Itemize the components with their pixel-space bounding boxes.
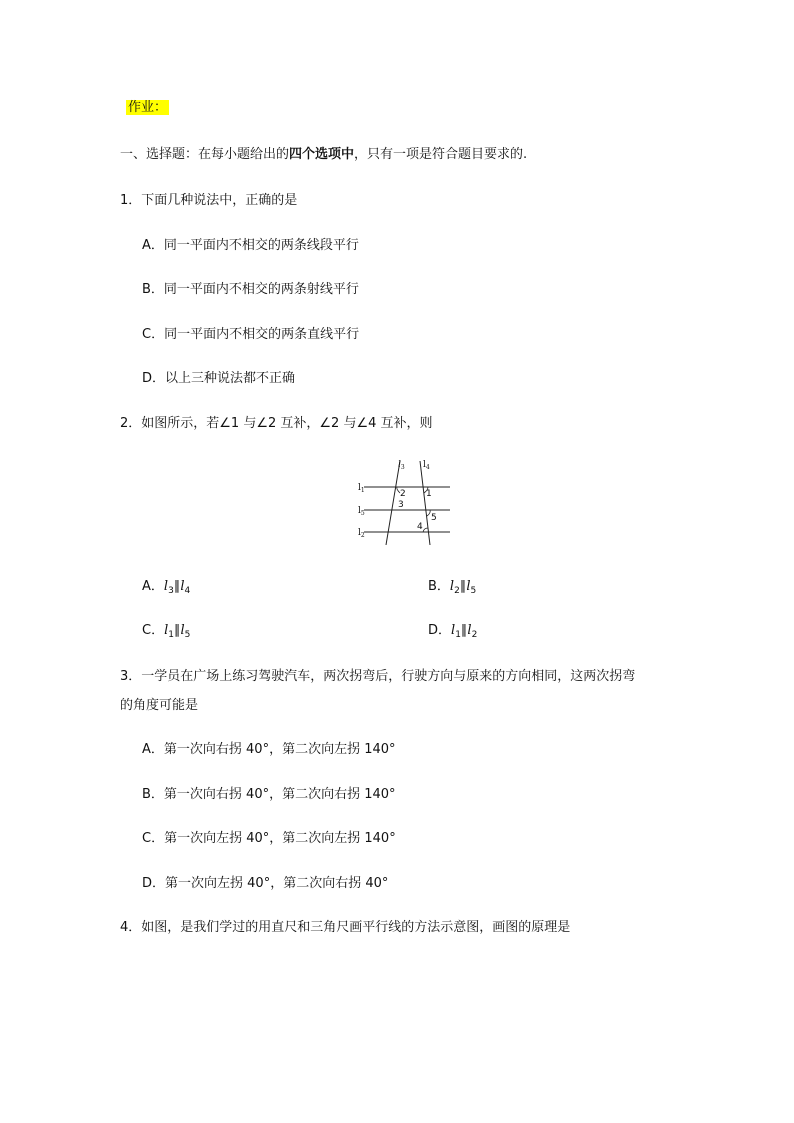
angle-label-5: 5: [431, 513, 437, 523]
angle-label-3: 3: [398, 500, 404, 510]
question-2-option-d: D．$l_1\parallel l_2$: [428, 623, 478, 640]
question-3-option-a: A．第一次向右拐 40°，第二次向左拐 140°: [142, 742, 396, 757]
label-l2: $l_2$: [358, 528, 365, 539]
label-l1: $l_1$: [358, 483, 365, 494]
homework-label: 作业：: [128, 100, 168, 115]
question-3-option-b: B．第一次向右拐 40°，第二次向右拐 140°: [142, 787, 396, 802]
label-l4: $l_4$: [423, 460, 430, 471]
angle-label-1: 1: [426, 489, 432, 499]
question-1-option-b: B．同一平面内不相交的两条射线平行: [142, 282, 359, 297]
question-1-stem: 1．下面几种说法中，正确的是: [120, 193, 298, 208]
angle-label-4: 4: [417, 522, 423, 532]
question-3-option-c: C．第一次向左拐 40°，第二次向左拐 140°: [142, 831, 396, 846]
label-l3: $l_3$: [398, 460, 405, 471]
question-3-option-d: D．第一次向左拐 40°，第二次向右拐 40°: [142, 876, 389, 891]
angle-label-2: 2: [400, 489, 406, 499]
label-l5: $l_5$: [358, 506, 365, 517]
question-1-option-c: C．同一平面内不相交的两条直线平行: [142, 327, 360, 342]
parallel-lines-figure: [354, 455, 458, 545]
question-1-option-d: D．以上三种说法都不正确: [142, 371, 296, 386]
angle-arc-5: [427, 510, 430, 516]
question-2-option-b: B．$l_2\parallel l_5$: [428, 579, 477, 596]
question-2-option-a: A．$l_3\parallel l_4$: [142, 579, 191, 596]
section-header: 一、选择题：在每小题给出的四个选项中，只有一项是符合题目要求的.: [120, 147, 528, 162]
question-4-stem: 4．如图，是我们学过的用直尺和三角尺画平行线的方法示意图，画图的原理是: [120, 920, 571, 935]
question-3-stem-continued: 的角度可能是: [120, 698, 199, 713]
angle-arc-4: [423, 528, 428, 532]
question-1-option-a: A．同一平面内不相交的两条线段平行: [142, 238, 359, 253]
question-3-stem: 3．一学员在广场上练习驾驶汽车，两次拐弯后，行驶方向与原来的方向相同，这两次拐弯: [120, 669, 636, 684]
question-2-option-c: C．$l_1\parallel l_5$: [142, 623, 191, 640]
question-2-stem: 2．如图所示，若∠1 与∠2 互补，∠2 与∠4 互补，则: [120, 416, 433, 431]
